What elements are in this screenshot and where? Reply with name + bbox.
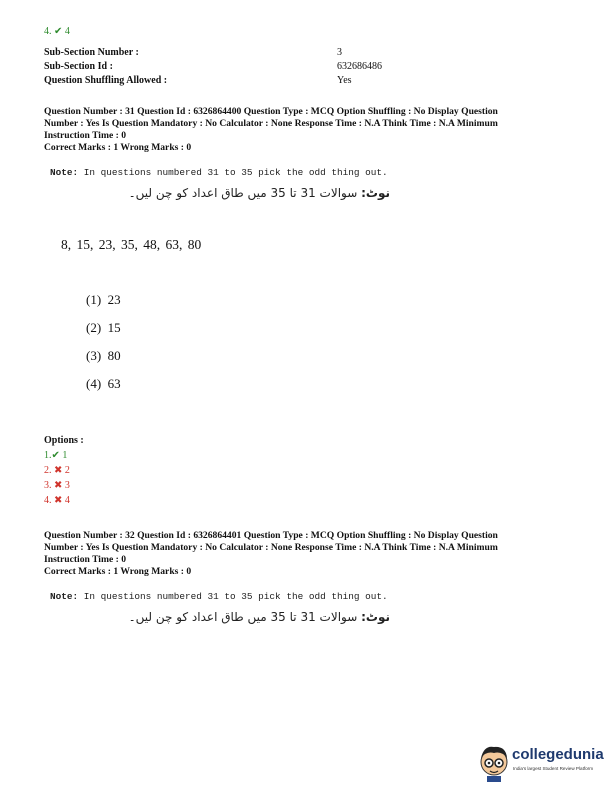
option-value: 3 bbox=[64, 480, 70, 491]
previous-answer-option: 4 bbox=[64, 26, 70, 37]
option-number: 4. bbox=[44, 495, 52, 506]
q31-urdu-label: نوٹ: bbox=[361, 186, 390, 200]
choice-number: (3) bbox=[86, 348, 102, 363]
brand-tagline: India's largest Student Review Platform bbox=[513, 766, 594, 771]
subsection-number-value: 3 bbox=[337, 47, 342, 58]
q31-options-title: Options : bbox=[44, 435, 84, 446]
q31-option-4 bbox=[44, 495, 70, 506]
subsection-id-value: 632686486 bbox=[337, 61, 382, 72]
q32-header bbox=[44, 530, 564, 578]
q32-note bbox=[50, 591, 388, 602]
shuffling-value: Yes bbox=[337, 75, 352, 86]
mascot-icon bbox=[476, 742, 512, 782]
cross-icon: ✖ bbox=[54, 495, 63, 506]
option-number: 2. bbox=[44, 465, 52, 476]
subsection-id-label: Sub-Section Id : bbox=[44, 61, 113, 72]
cross-icon: ✖ bbox=[54, 465, 63, 476]
brand-name: collegedunia bbox=[512, 746, 604, 763]
choice-value: 23 bbox=[107, 292, 121, 307]
option-number: 1. bbox=[44, 450, 52, 461]
q31-header-line2: Number : Yes Is Question Mandatory : No Calculator : None Response Time : N.A Think Time : N.A Minimum bbox=[44, 118, 498, 129]
choice-number: (4) bbox=[86, 376, 102, 391]
q32-note-text: In questions numbered 31 to 35 pick the odd thing out. bbox=[83, 591, 388, 602]
q32-marks: Correct Marks : 1 Wrong Marks : 0 bbox=[44, 566, 192, 577]
choice-number: (1) bbox=[86, 292, 102, 307]
option-value: 4 bbox=[64, 495, 70, 506]
choice-number: (2) bbox=[86, 320, 102, 335]
q32-header-line3: Instruction Time : 0 bbox=[44, 554, 126, 565]
q32-header-line2: Number : Yes Is Question Mandatory : No Calculator : None Response Time : N.A Think Time : N.A Minimum bbox=[44, 542, 498, 553]
q31-note bbox=[50, 167, 388, 178]
q31-note-text: In questions numbered 31 to 35 pick the odd thing out. bbox=[83, 167, 388, 178]
q31-choice-1 bbox=[86, 292, 121, 308]
cross-icon: ✖ bbox=[54, 480, 63, 491]
q31-urdu-note bbox=[60, 186, 390, 200]
q31-header-line1: Question Number : 31 Question Id : 6326864400 Question Type : MCQ Option Shuffling : No Display Question bbox=[44, 106, 498, 117]
subsection-number-label: Sub-Section Number : bbox=[44, 47, 139, 58]
choice-value: 15 bbox=[107, 320, 121, 335]
previous-answer bbox=[44, 26, 70, 37]
choice-value: 63 bbox=[107, 376, 121, 391]
q31-option-3 bbox=[44, 480, 70, 491]
q31-choice-2 bbox=[86, 320, 121, 336]
q31-marks: Correct Marks : 1 Wrong Marks : 0 bbox=[44, 142, 192, 153]
q32-urdu-note bbox=[60, 610, 390, 624]
shuffling-label: Question Shuffling Allowed : bbox=[44, 75, 168, 86]
previous-answer-number: 4. bbox=[44, 26, 52, 37]
q32-header-line1: Question Number : 32 Question Id : 6326864401 Question Type : MCQ Option Shuffling : No Display Question bbox=[44, 530, 498, 541]
q31-choice-3 bbox=[86, 348, 121, 364]
option-value: 2 bbox=[64, 465, 70, 476]
option-value: 1 bbox=[62, 450, 68, 461]
q31-number-series: 8, 15, 23, 35, 48, 63, 80 bbox=[61, 237, 202, 252]
q31-note-label: Note: bbox=[50, 167, 79, 178]
q32-urdu-label: نوٹ: bbox=[361, 610, 390, 624]
q31-option-2 bbox=[44, 465, 70, 476]
q31-header bbox=[44, 106, 564, 154]
check-icon: ✔ bbox=[51, 450, 60, 461]
check-icon: ✔ bbox=[54, 26, 63, 37]
q31-option-1 bbox=[44, 450, 67, 461]
q31-choice-4 bbox=[86, 376, 121, 392]
q31-urdu-text: سوالات 31 تا 35 میں طاق اعداد کو چن لیں۔ bbox=[128, 186, 358, 200]
q31-header-line3: Instruction Time : 0 bbox=[44, 130, 126, 141]
choice-value: 80 bbox=[107, 348, 121, 363]
collegedunia-logo bbox=[476, 740, 604, 784]
option-number: 3. bbox=[44, 480, 52, 491]
q32-urdu-text: سوالات 31 تا 35 میں طاق اعداد کو چن لیں۔ bbox=[128, 610, 358, 624]
q32-note-label: Note: bbox=[50, 591, 79, 602]
